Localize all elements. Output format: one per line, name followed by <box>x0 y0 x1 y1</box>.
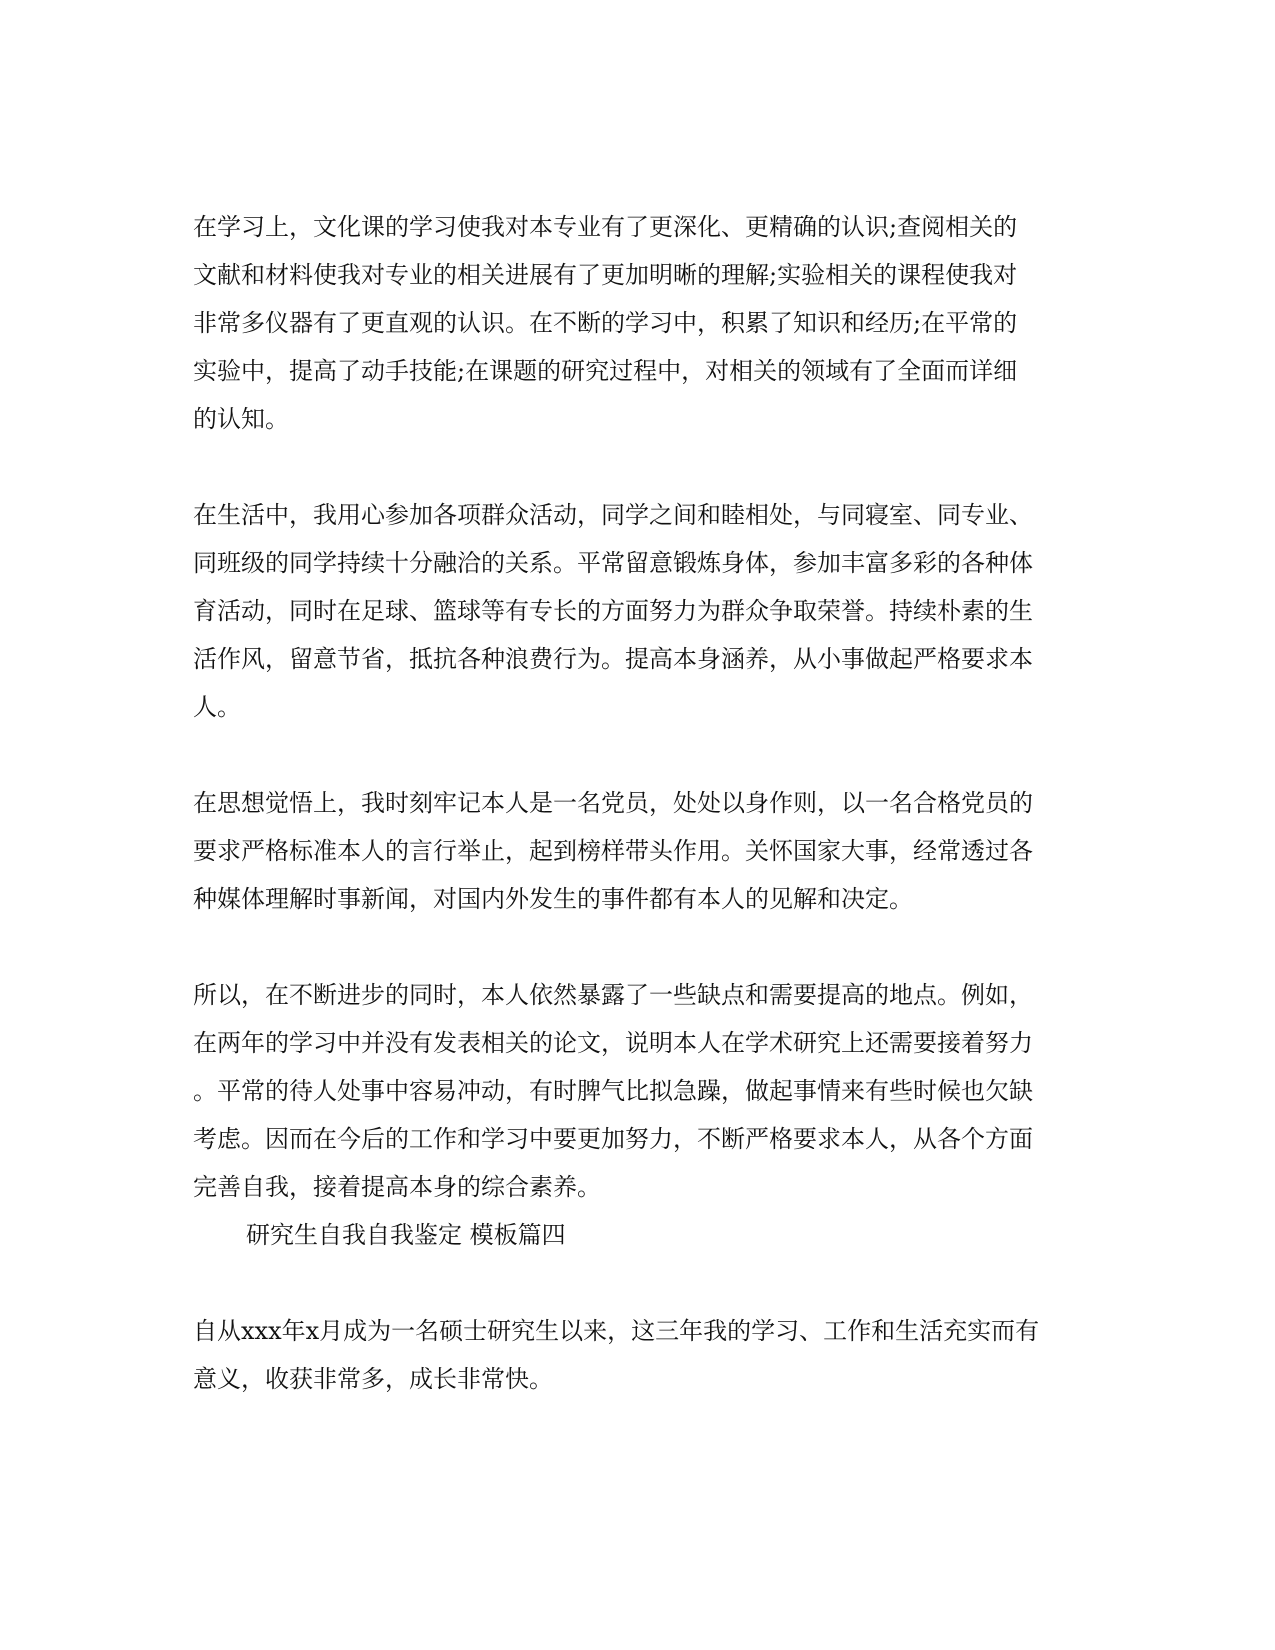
paragraph-spacer <box>193 923 1073 971</box>
text-line: 人。 <box>193 693 241 721</box>
text-line: 在学习上，文化课的学习使我对本专业有了更深化、更精确的认识;查阅相关的 <box>193 213 1018 241</box>
text-line: 活作风，留意节省，抵抗各种浪费行为。提高本身涵养，从小事做起严格要求本 <box>193 645 1033 673</box>
paragraph-study <box>193 203 1073 443</box>
text-line: 在两年的学习中并没有发表相关的论文，说明本人在学术研究上还需要接着努力 <box>193 1029 1033 1057</box>
paragraph-spacer <box>193 443 1073 491</box>
text-line: 文献和材料使我对专业的相关进展有了更加明晰的理解;实验相关的课程使我对 <box>193 261 1018 289</box>
text-line: 。平常的待人处事中容易冲动，有时脾气比拟急躁，做起事情来有些时候也欠缺 <box>193 1077 1033 1105</box>
text-line: 种媒体理解时事新闻，对国内外发生的事件都有本人的见解和决定。 <box>193 885 913 913</box>
text-line: 在生活中，我用心参加各项群众活动，同学之间和睦相处，与同寝室、同专业、 <box>193 501 1033 529</box>
section-heading <box>193 1211 1073 1259</box>
text-line: 所以，在不断进步的同时，本人依然暴露了一些缺点和需要提高的地点。例如， <box>193 981 1033 1009</box>
text-line: 自从xxx年x月成为一名硕士研究生以来，这三年我的学习、工作和生活充实而有 <box>193 1317 1040 1345</box>
text-line: 在思想觉悟上，我时刻牢记本人是一名党员，处处以身作则，以一名合格党员的 <box>193 789 1033 817</box>
text-line: 非常多仪器有了更直观的认识。在不断的学习中，积累了知识和经历;在平常的 <box>193 309 1018 337</box>
text-line: 同班级的同学持续十分融洽的关系。平常留意锻炼身体，参加丰富多彩的各种体 <box>193 549 1033 577</box>
text-line: 要求严格标准本人的言行举止，起到榜样带头作用。关怀国家大事，经常透过各 <box>193 837 1033 865</box>
text-line: 完善自我，接着提高本身的综合素养。 <box>193 1173 601 1201</box>
paragraph-shortcomings <box>193 971 1073 1211</box>
paragraph-ideology <box>193 779 1073 923</box>
paragraph-life <box>193 491 1073 731</box>
paragraph-intro <box>193 1307 1073 1403</box>
text-line: 实验中，提高了动手技能;在课题的研究过程中，对相关的领域有了全面而详细 <box>193 357 1018 385</box>
text-line: 考虑。因而在今后的工作和学习中要更加努力，不断严格要求本人，从各个方面 <box>193 1125 1033 1153</box>
document-body <box>193 203 1073 1403</box>
section-heading-text: 研究生自我自我鉴定 模板篇四 <box>246 1221 566 1249</box>
text-line: 育活动，同时在足球、篮球等有专长的方面努力为群众争取荣誉。持续朴素的生 <box>193 597 1033 625</box>
paragraph-spacer <box>193 731 1073 779</box>
paragraph-spacer <box>193 1259 1073 1307</box>
text-line: 的认知。 <box>193 405 289 433</box>
text-line: 意义，收获非常多，成长非常快。 <box>193 1365 553 1393</box>
